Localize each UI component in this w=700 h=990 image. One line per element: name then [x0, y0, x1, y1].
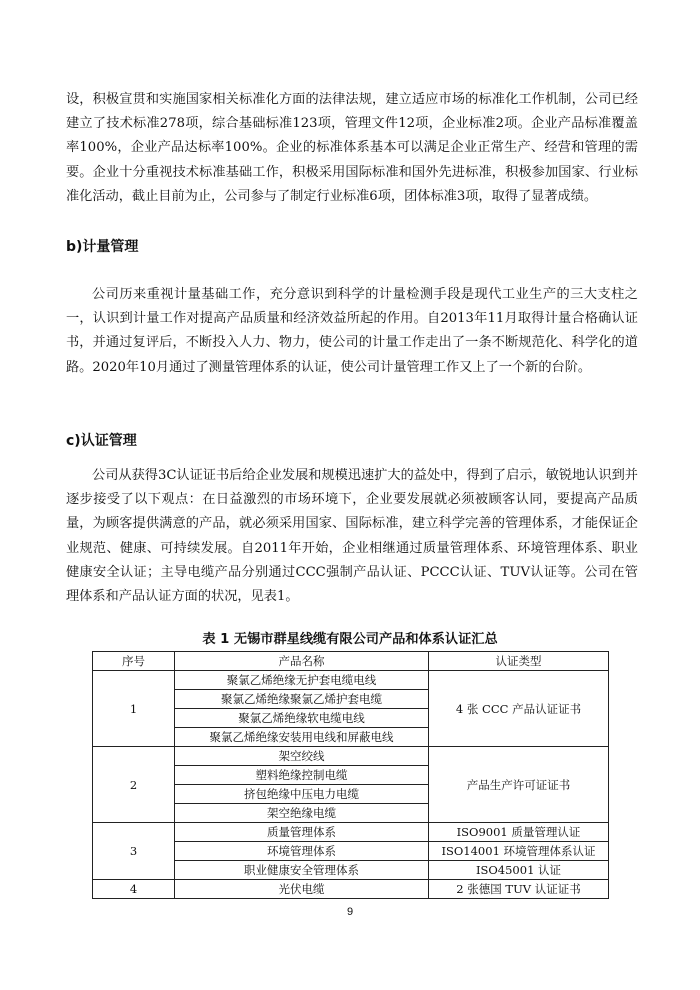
header-cell: 产品名称: [175, 652, 429, 671]
product-cell: 聚氯乙烯绝缘软电缆电线: [175, 709, 429, 728]
table-caption: 表 1 无锡市群星线缆有限公司产品和体系认证汇总: [202, 632, 498, 647]
product-cell: 质量管理体系: [175, 823, 429, 842]
product-cell: 架空绝缘电缆: [175, 804, 429, 823]
certification-table: [92, 651, 609, 899]
row-number-cell: 1: [93, 671, 175, 747]
product-cell: 聚氯乙烯绝缘安装用电线和屏蔽电线: [175, 728, 429, 747]
cert-type-cell: ISO9001 质量管理认证: [429, 823, 609, 842]
product-cell: 环境管理体系: [175, 842, 429, 861]
header-cell: 序号: [93, 652, 175, 671]
cert-type-cell: ISO14001 环境管理体系认证: [429, 842, 609, 861]
heading-certification-management: c)认证管理: [66, 433, 137, 449]
table-row: [93, 823, 609, 842]
product-cell: 聚氯乙烯绝缘无护套电缆电线: [175, 671, 429, 690]
table-row: [93, 880, 609, 899]
row-number-cell: 2: [93, 747, 175, 823]
product-cell: 聚氯乙烯绝缘聚氯乙烯护套电缆: [175, 690, 429, 709]
product-cell: 挤包绝缘中压电力电缆: [175, 785, 429, 804]
paragraph-measurement: 公司历来重视计量基础工作，充分意识到科学的计量检测手段是现代工业生产的三大支柱之一，认识到计量工作对提高产品质量和经济效益所起的作用。自2013年11月取得计量合格确认证书，并通过复评后，不断投入人力、物力，使公司的计量工作走出了一条不断规范化、科学化的道路。2020年10月通过了测量管理体系的认证，使公司计量管理工作又上了一个新的台阶。: [66, 287, 638, 375]
row-number-cell: 3: [93, 823, 175, 880]
table-row: [93, 747, 609, 766]
cert-type-cell: 2 张德国 TUV 认证证书: [429, 880, 609, 899]
cert-type-cell: 4 张 CCC 产品认证证书: [429, 671, 609, 747]
header-cell: 认证类型: [429, 652, 609, 671]
heading-measurement-management: b)计量管理: [66, 239, 139, 255]
cert-type-cell: ISO45001 认证: [429, 861, 609, 880]
table-header-row: [93, 652, 609, 671]
product-cell: 职业健康安全管理体系: [175, 861, 429, 880]
product-cell: 塑料绝缘控制电缆: [175, 766, 429, 785]
cert-type-cell: 产品生产许可证证书: [429, 747, 609, 823]
product-cell: 架空绞线: [175, 747, 429, 766]
row-number-cell: 4: [93, 880, 175, 899]
table-row: [93, 671, 609, 690]
page-number: 9: [346, 906, 354, 918]
paragraph-standards: 设，积极宣贯和实施国家相关标准化方面的法律法规，建立适应市场的标准化工作机制，公司已经建立了技术标准278项，综合基础标准123项，管理文件12项，企业标准2项。企业产品标准覆盖率100%，企业产品达标率100%。企业的标准体系基本可以满足企业正常生产、经营和管理的需要。企业十分重视技术标准基础工作，积极采用国际标准和国外先进标准，积极参加国家、行业标准化活动，截止目前为止，公司参与了制定行业标准6项，团体标准3项，取得了显著成绩。: [66, 92, 638, 204]
paragraph-certification: 公司从获得3C认证证书后给企业发展和规模迅速扩大的益处中，得到了启示，敏锐地认识到并逐步接受了以下观点：在日益激烈的市场环境下，企业要发展就必须被顾客认同，要提高产品质量，为顾客提供满意的产品，就必须采用国家、国际标准，建立科学完善的管理体系，才能保证企业规范、健康、可持续发展。自2011年开始，企业相继通过质量管理体系、环境管理体系、职业健康安全认证；主导电缆产品分别通过CCC强制产品认证、PCCC认证、TUV认证等。公司在管理体系和产品认证方面的状况，见表1。: [66, 468, 638, 605]
product-cell: 光伏电缆: [175, 880, 429, 899]
